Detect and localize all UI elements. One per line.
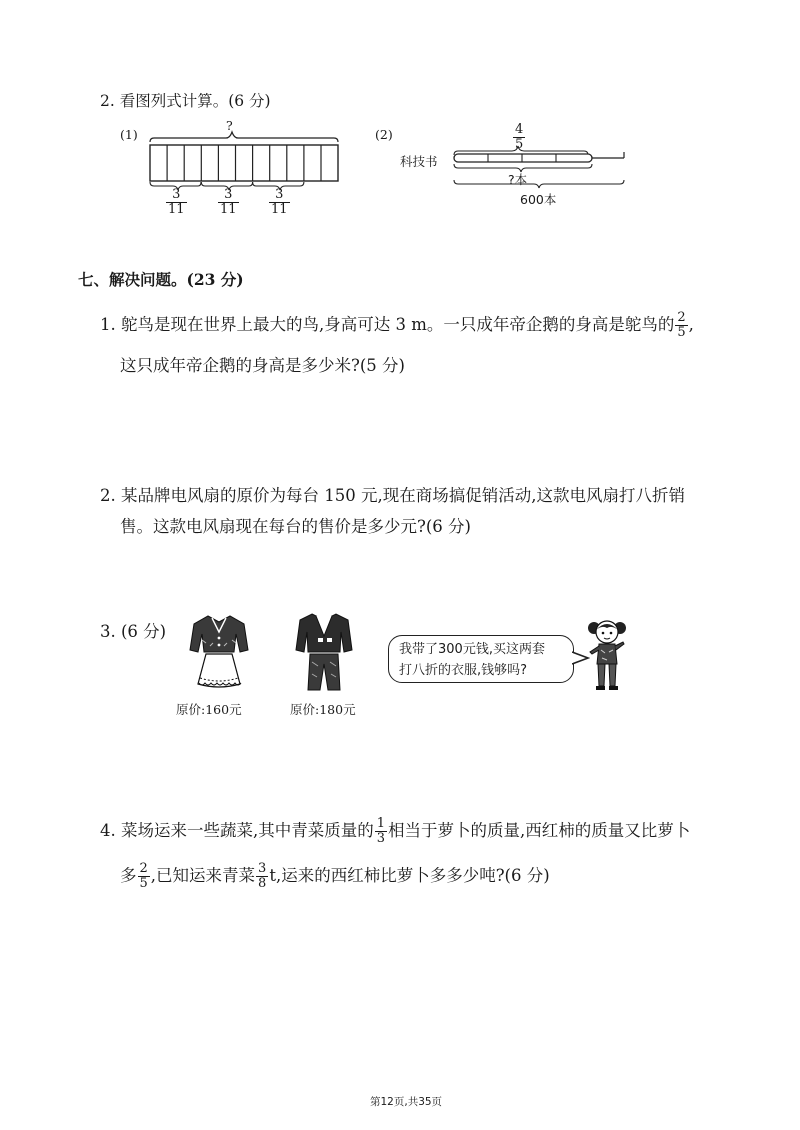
figure-1-bar xyxy=(150,145,338,181)
figure-2-bar-label: 科技书 xyxy=(400,154,438,169)
question-7-2-line-1: 2. 某品牌电风扇的原价为每台 150 元,现在商场搞促销活动,这款电风扇打八折销 xyxy=(100,486,685,505)
price-label-1: 原价:160元 xyxy=(176,702,242,717)
figure-2-bar xyxy=(454,154,592,162)
suit-pants-illustration xyxy=(294,610,354,694)
figure-2-part-label: ?本 xyxy=(508,172,528,187)
figure-1-fraction-1: $\frac{3}{11}$ xyxy=(168,187,185,217)
page-footer: 第12页,共35页 xyxy=(370,1096,443,1108)
figure-2-fraction: $\frac{4}{5}$ xyxy=(515,122,524,152)
question-7-4-line-1: 4. 菜场运来一些蔬菜,其中青菜质量的 $\frac{1}{3}$ 相当于萝卜的质量,西红柿的质量又比萝卜 xyxy=(100,816,691,846)
figure-2-total-brace xyxy=(454,180,624,188)
figure-1-fraction-2: $\frac{3}{11}$ xyxy=(220,187,237,217)
figure-1-question-mark: ? xyxy=(226,118,233,133)
figure-1-fraction-3: $\frac{3}{11}$ xyxy=(271,187,288,217)
speech-line-1: 我带了300元钱,买这两套 xyxy=(399,642,545,657)
question-7-2-line-2: 售。这款电风扇现在每台的售价是多少元?(6 分) xyxy=(120,517,471,536)
question-7-1-line-2: 这只成年帝企鹅的身高是多少米?(5 分) xyxy=(120,356,405,375)
price-label-2: 原价:180元 xyxy=(290,702,356,717)
jacket-skirt-illustration xyxy=(188,612,250,692)
question-7-1-line-1: 1. 鸵鸟是现在世界上最大的鸟,身高可达 3 m。一只成年帝企鹅的身高是鸵鸟的 $\frac{2}{5}$ , xyxy=(100,310,694,340)
figure-2-label: (2) xyxy=(375,127,393,142)
figure-2-total-label: 600本 xyxy=(520,192,557,207)
question-7-4-line-2: 多 $\frac{2}{5}$ ,已知运来青菜 $\frac{3}{8}$ t,运来的西红柿比萝卜多多少吨?(6 分) xyxy=(120,861,550,891)
section-7-title: 七、解决问题。(23 分) xyxy=(78,270,244,289)
speech-bubble xyxy=(388,635,574,683)
question-7-3-label: 3. (6 分) xyxy=(100,622,167,641)
question-6-2-title: 2. 看图列式计算。(6 分) xyxy=(100,92,271,110)
figure-1-top-brace xyxy=(150,132,338,142)
girl-illustration xyxy=(586,616,628,692)
figure-1-label: (1) xyxy=(120,127,138,142)
speech-line-2: 打八折的衣服,钱够吗? xyxy=(399,663,528,678)
